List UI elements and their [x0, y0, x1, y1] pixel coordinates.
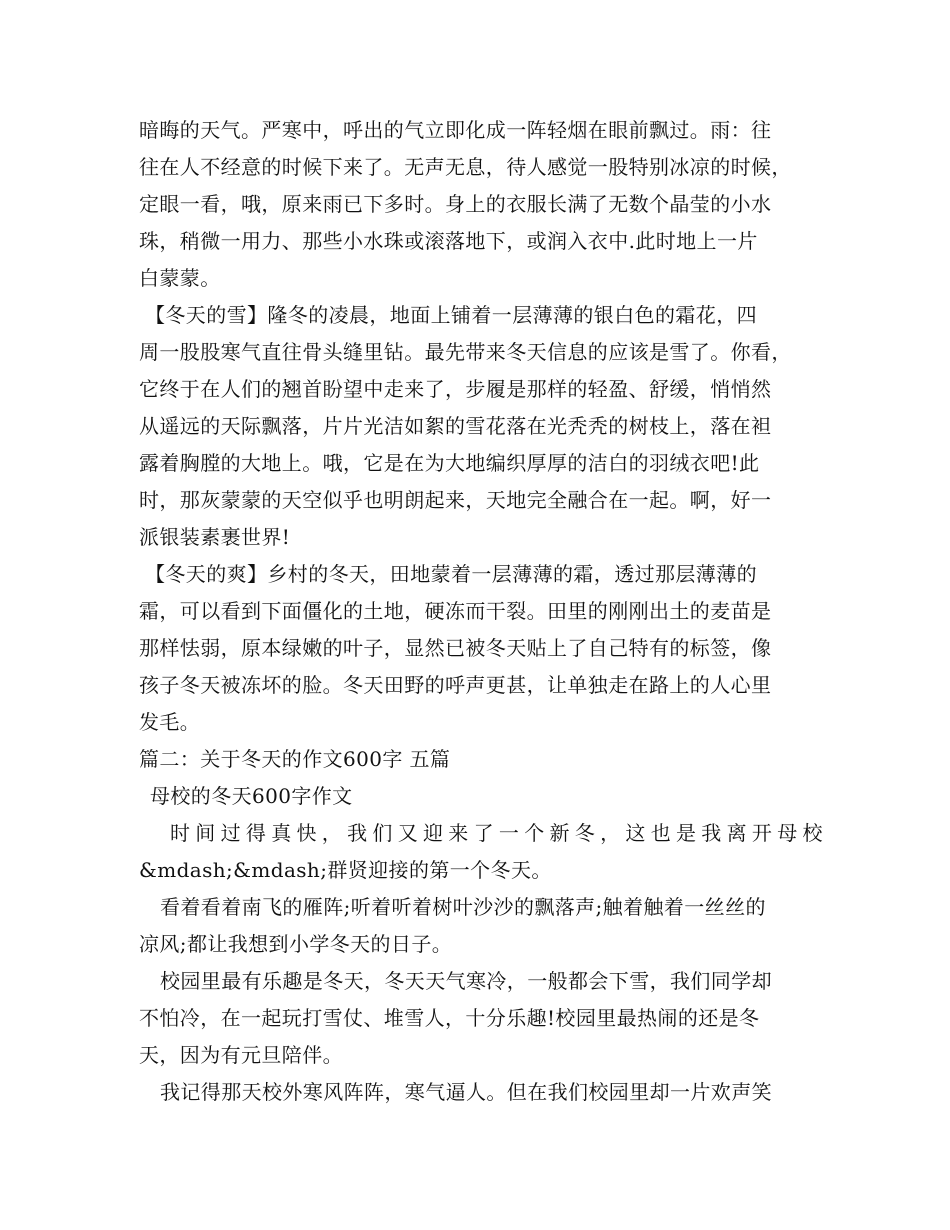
- essay-title: 母校的冬天600字作文: [150, 784, 353, 808]
- text-line: 周一股股寒气直往骨头缝里钻。最先带来冬天信息的应该是雪了。你看，: [139, 340, 792, 364]
- text-line: &mdash;&mdash;群贤迎接的第一个冬天。: [139, 858, 552, 882]
- text-line: 暗晦的天气。严寒中，呼出的气立即化成一阵轻烟在眼前飘过。雨：往: [139, 118, 772, 142]
- text-line: 时间过得真快，我们又迎来了一个新冬，这也是我离开母校: [170, 821, 828, 845]
- text-line: 珠，稍微一用力、那些小水珠或滚落地下，或润入衣中.此时地上一片: [139, 229, 758, 253]
- text-line: 发毛。: [139, 710, 201, 734]
- text-line: 校园里最有乐趣是冬天，冬天天气寒冷，一般都会下雪，我们同学却: [160, 969, 772, 993]
- text-line: 往在人不经意的时候下来了。无声无息，待人感觉一股特别冰凉的时候，: [139, 155, 792, 179]
- text-line: 不怕冷，在一起玩打雪仗、堆雪人，十分乐趣!校园里最热闹的还是冬: [139, 1006, 760, 1030]
- text-line: 我记得那天校外寒风阵阵，寒气逼人。但在我们校园里却一片欢声笑: [160, 1080, 772, 1104]
- section-heading-snow: 【冬天的雪】隆冬的凌晨，地面上铺着一层薄薄的银白色的霜花，四: [145, 303, 757, 327]
- text-line: 定眼一看，哦，原来雨已下多时。身上的衣服长满了无数个晶莹的小水: [139, 192, 772, 216]
- text-line: 派银装素裹世界!: [139, 525, 291, 549]
- text-line: 霜，可以看到下面僵化的土地，硬冻而干裂。田里的刚刚出土的麦苗是: [139, 599, 772, 623]
- text-line: 凉风;都让我想到小学冬天的日子。: [139, 932, 453, 956]
- text-line: 从遥远的天际飘落，片片光洁如絮的雪花落在光秃秃的树枝上，落在袒: [139, 414, 772, 438]
- text-line: 白蒙蒙。: [139, 266, 221, 290]
- text-line: 露着胸膛的大地上。哦，它是在为大地编织厚厚的洁白的羽绒衣吧!此: [139, 451, 760, 475]
- chapter-title: 篇二：关于冬天的作文600字 五篇: [139, 747, 451, 771]
- text-line: 孩子冬天被冻坏的脸。冬天田野的呼声更甚，让单独走在路上的人心里: [139, 673, 772, 697]
- text-line: 看着看着南飞的雁阵;听着听着树叶沙沙的飘落声;触着触着一丝丝的: [160, 895, 766, 919]
- text-line: 那样怯弱，原本绿嫩的叶子，显然已被冬天贴上了自己特有的标签，像: [139, 636, 772, 660]
- text-line: 天，因为有元旦陪伴。: [139, 1043, 343, 1067]
- text-line: 它终于在人们的翘首盼望中走来了，步履是那样的轻盈、舒缓，悄悄然: [139, 377, 772, 401]
- section-heading-crisp: 【冬天的爽】乡村的冬天，田地蒙着一层薄薄的霜，透过那层薄薄的: [145, 562, 757, 586]
- text-line: 时，那灰蒙蒙的天空似乎也明朗起来，天地完全融合在一起。啊，好一: [139, 488, 772, 512]
